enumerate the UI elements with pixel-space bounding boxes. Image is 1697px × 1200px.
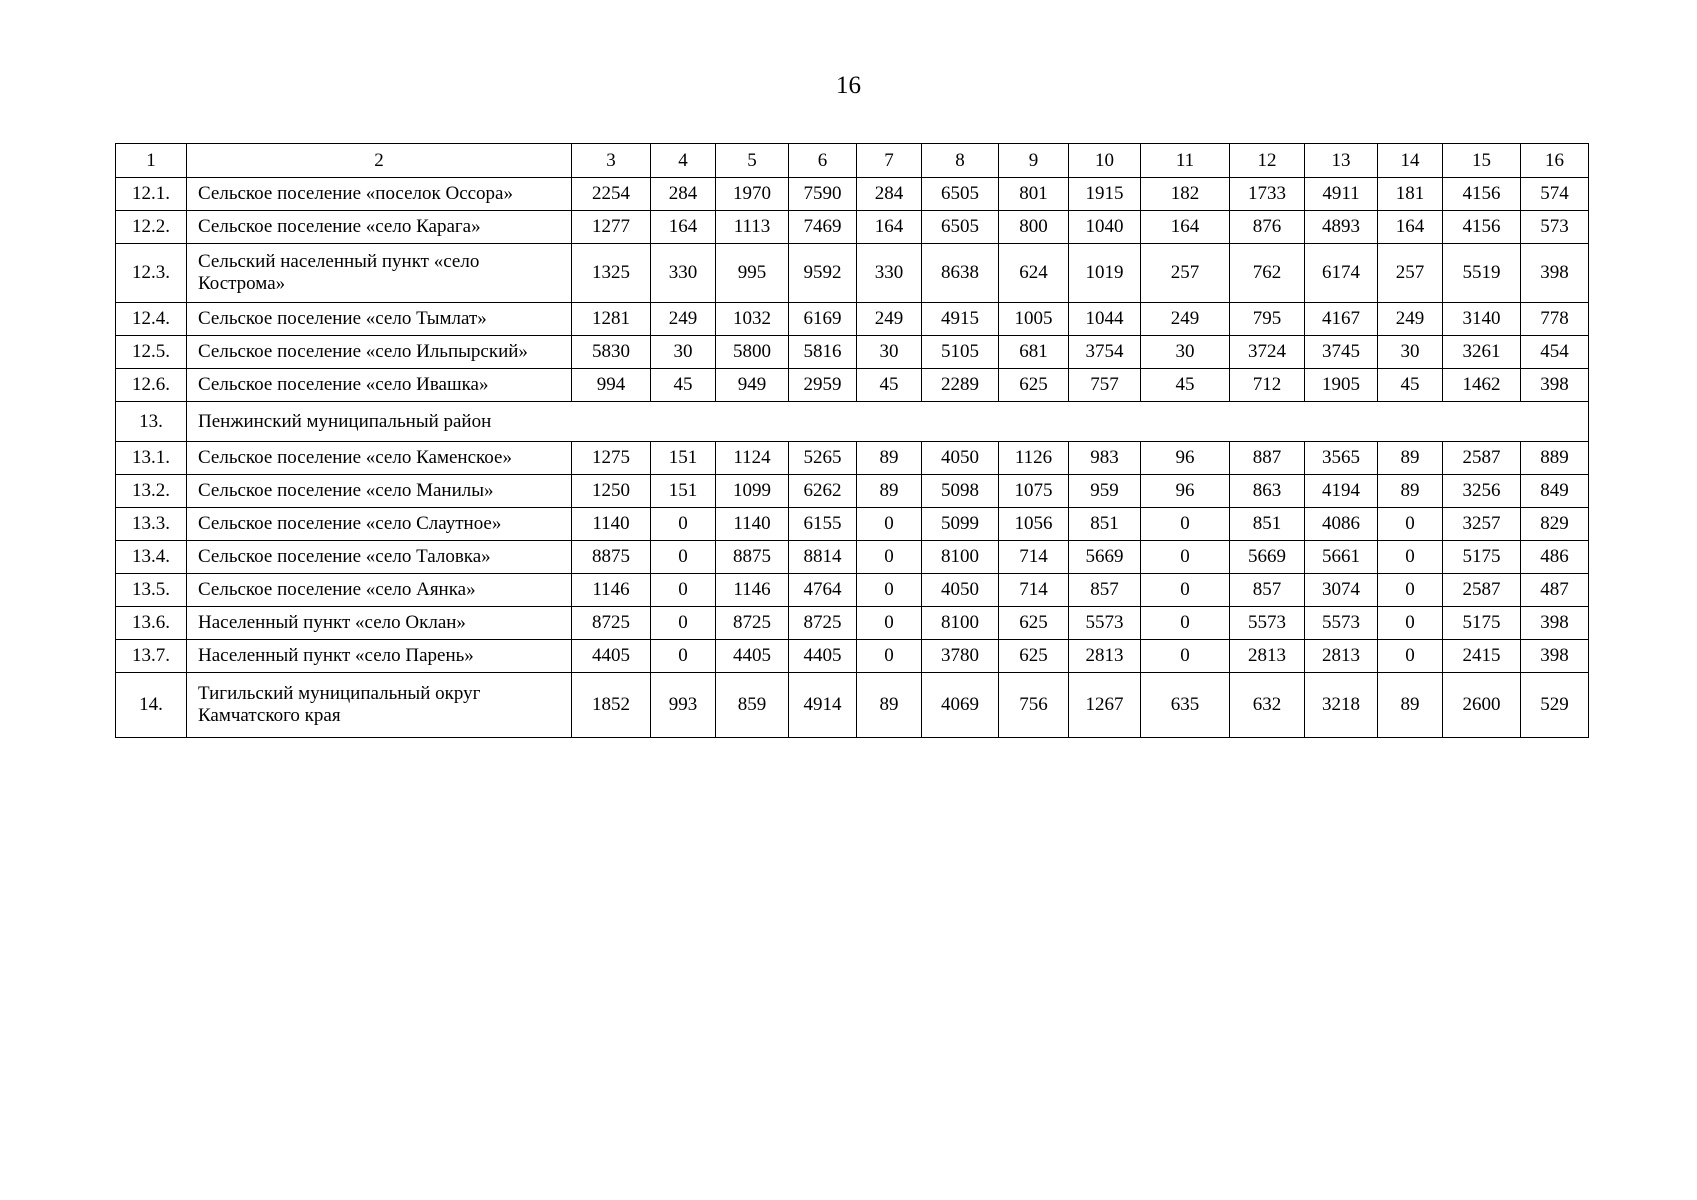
value-cell: 762	[1230, 244, 1305, 303]
value-cell: 2600	[1443, 673, 1521, 738]
row-number-cell: 13.2.	[116, 475, 187, 508]
column-number-cell: 15	[1443, 144, 1521, 178]
row-number-cell: 12.6.	[116, 369, 187, 402]
value-cell: 4893	[1305, 211, 1378, 244]
value-cell: 6174	[1305, 244, 1378, 303]
value-cell: 2289	[922, 369, 999, 402]
row-number-cell: 13.5.	[116, 574, 187, 607]
value-cell: 756	[999, 673, 1069, 738]
value-cell: 3074	[1305, 574, 1378, 607]
column-number-cell: 1	[116, 144, 187, 178]
table-row	[116, 303, 1589, 336]
value-cell: 8638	[922, 244, 999, 303]
value-cell: 4050	[922, 574, 999, 607]
table-row	[116, 178, 1589, 211]
value-cell: 3261	[1443, 336, 1521, 369]
value-cell: 849	[1521, 475, 1589, 508]
value-cell: 3745	[1305, 336, 1378, 369]
value-cell: 4914	[789, 673, 857, 738]
value-cell: 9592	[789, 244, 857, 303]
value-cell: 5830	[572, 336, 651, 369]
value-cell: 398	[1521, 369, 1589, 402]
value-cell: 1075	[999, 475, 1069, 508]
value-cell: 0	[651, 640, 716, 673]
value-cell: 5519	[1443, 244, 1521, 303]
value-cell: 2254	[572, 178, 651, 211]
value-cell: 164	[651, 211, 716, 244]
settlement-name-cell: Населенный пункт «село Парень»	[187, 640, 572, 673]
value-cell: 1126	[999, 442, 1069, 475]
table-row	[116, 336, 1589, 369]
value-cell: 887	[1230, 442, 1305, 475]
value-cell: 1462	[1443, 369, 1521, 402]
column-number-cell: 6	[789, 144, 857, 178]
value-cell: 398	[1521, 244, 1589, 303]
value-cell: 8875	[572, 541, 651, 574]
value-cell: 45	[857, 369, 922, 402]
value-cell: 1325	[572, 244, 651, 303]
value-cell: 4405	[716, 640, 789, 673]
value-cell: 859	[716, 673, 789, 738]
value-cell: 0	[857, 640, 922, 673]
value-cell: 4405	[789, 640, 857, 673]
table-row	[116, 369, 1589, 402]
page-number: 16	[836, 72, 861, 99]
value-cell: 712	[1230, 369, 1305, 402]
value-cell: 3780	[922, 640, 999, 673]
value-cell: 0	[857, 574, 922, 607]
value-cell: 0	[1378, 574, 1443, 607]
settlement-name-cell: Сельское поселение «село Карага»	[187, 211, 572, 244]
value-cell: 5661	[1305, 541, 1378, 574]
section-row	[116, 402, 1589, 442]
value-cell: 5265	[789, 442, 857, 475]
value-cell: 182	[1141, 178, 1230, 211]
column-number-cell: 16	[1521, 144, 1589, 178]
value-cell: 181	[1378, 178, 1443, 211]
value-cell: 7469	[789, 211, 857, 244]
settlement-name-cell: Сельский населенный пункт «село Кострома»	[187, 244, 572, 303]
value-cell: 5175	[1443, 607, 1521, 640]
column-number-cell: 14	[1378, 144, 1443, 178]
value-cell: 3257	[1443, 508, 1521, 541]
settlement-name-cell: Сельское поселение «село Слаутное»	[187, 508, 572, 541]
value-cell: 0	[857, 541, 922, 574]
value-cell: 6262	[789, 475, 857, 508]
value-cell: 983	[1069, 442, 1141, 475]
value-cell: 1852	[572, 673, 651, 738]
value-cell: 795	[1230, 303, 1305, 336]
settlement-name-cell: Сельское поселение «поселок Оссора»	[187, 178, 572, 211]
table-row	[116, 640, 1589, 673]
value-cell: 4915	[922, 303, 999, 336]
value-cell: 4156	[1443, 211, 1521, 244]
value-cell: 45	[1378, 369, 1443, 402]
settlement-name-cell: Сельское поселение «село Тымлат»	[187, 303, 572, 336]
row-number-cell: 12.2.	[116, 211, 187, 244]
value-cell: 8725	[716, 607, 789, 640]
value-cell: 0	[651, 607, 716, 640]
value-cell: 8814	[789, 541, 857, 574]
value-cell: 89	[857, 475, 922, 508]
value-cell: 0	[1378, 508, 1443, 541]
value-cell: 7590	[789, 178, 857, 211]
value-cell: 714	[999, 574, 1069, 607]
value-cell: 5175	[1443, 541, 1521, 574]
value-cell: 3754	[1069, 336, 1141, 369]
table-row	[116, 607, 1589, 640]
value-cell: 5816	[789, 336, 857, 369]
value-cell: 994	[572, 369, 651, 402]
value-cell: 5573	[1305, 607, 1378, 640]
value-cell: 3724	[1230, 336, 1305, 369]
value-cell: 5573	[1230, 607, 1305, 640]
row-number-cell: 12.1.	[116, 178, 187, 211]
value-cell: 6155	[789, 508, 857, 541]
value-cell: 0	[1141, 508, 1230, 541]
value-cell: 857	[1230, 574, 1305, 607]
value-cell: 0	[651, 541, 716, 574]
column-number-cell: 10	[1069, 144, 1141, 178]
row-number-cell: 13.7.	[116, 640, 187, 673]
value-cell: 5105	[922, 336, 999, 369]
column-number-cell: 4	[651, 144, 716, 178]
value-cell: 257	[1378, 244, 1443, 303]
value-cell: 6505	[922, 211, 999, 244]
value-cell: 3218	[1305, 673, 1378, 738]
row-number-cell: 13.3.	[116, 508, 187, 541]
value-cell: 30	[651, 336, 716, 369]
value-cell: 4764	[789, 574, 857, 607]
value-cell: 164	[1141, 211, 1230, 244]
value-cell: 1281	[572, 303, 651, 336]
table-row	[116, 211, 1589, 244]
value-cell: 2587	[1443, 442, 1521, 475]
row-number-cell: 12.5.	[116, 336, 187, 369]
data-table	[115, 143, 1589, 738]
row-number-cell: 13.1.	[116, 442, 187, 475]
value-cell: 4167	[1305, 303, 1378, 336]
value-cell: 635	[1141, 673, 1230, 738]
value-cell: 487	[1521, 574, 1589, 607]
value-cell: 45	[1141, 369, 1230, 402]
value-cell: 995	[716, 244, 789, 303]
value-cell: 529	[1521, 673, 1589, 738]
value-cell: 681	[999, 336, 1069, 369]
value-cell: 4069	[922, 673, 999, 738]
value-cell: 889	[1521, 442, 1589, 475]
value-cell: 1250	[572, 475, 651, 508]
value-cell: 284	[651, 178, 716, 211]
value-cell: 0	[1141, 607, 1230, 640]
value-cell: 96	[1141, 475, 1230, 508]
value-cell: 151	[651, 475, 716, 508]
value-cell: 1146	[716, 574, 789, 607]
value-cell: 5669	[1230, 541, 1305, 574]
value-cell: 164	[857, 211, 922, 244]
section-title-cell: Пенжинский муниципальный район	[187, 402, 1589, 442]
value-cell: 3140	[1443, 303, 1521, 336]
value-cell: 1124	[716, 442, 789, 475]
value-cell: 1277	[572, 211, 651, 244]
value-cell: 0	[1378, 607, 1443, 640]
value-cell: 863	[1230, 475, 1305, 508]
value-cell: 8725	[572, 607, 651, 640]
settlement-name-cell: Сельское поселение «село Таловка»	[187, 541, 572, 574]
value-cell: 89	[1378, 442, 1443, 475]
table-row	[116, 442, 1589, 475]
value-cell: 5573	[1069, 607, 1141, 640]
value-cell: 30	[1141, 336, 1230, 369]
value-cell: 876	[1230, 211, 1305, 244]
value-cell: 5669	[1069, 541, 1141, 574]
value-cell: 3256	[1443, 475, 1521, 508]
value-cell: 1146	[572, 574, 651, 607]
value-cell: 8725	[789, 607, 857, 640]
value-cell: 1970	[716, 178, 789, 211]
value-cell: 0	[1141, 640, 1230, 673]
settlement-name-cell: Сельское поселение «село Ивашка»	[187, 369, 572, 402]
value-cell: 2959	[789, 369, 857, 402]
value-cell: 1275	[572, 442, 651, 475]
value-cell: 1267	[1069, 673, 1141, 738]
value-cell: 1040	[1069, 211, 1141, 244]
value-cell: 6169	[789, 303, 857, 336]
value-cell: 625	[999, 607, 1069, 640]
value-cell: 1044	[1069, 303, 1141, 336]
value-cell: 851	[1230, 508, 1305, 541]
settlement-name-cell: Сельское поселение «село Ильпырский»	[187, 336, 572, 369]
column-number-cell: 5	[716, 144, 789, 178]
column-number-cell: 11	[1141, 144, 1230, 178]
value-cell: 800	[999, 211, 1069, 244]
value-cell: 4405	[572, 640, 651, 673]
value-cell: 0	[651, 508, 716, 541]
row-number-cell: 12.4.	[116, 303, 187, 336]
column-number-cell: 13	[1305, 144, 1378, 178]
settlement-name-cell: Тигильский муниципальный округ Камчатского края	[187, 673, 572, 738]
value-cell: 2813	[1305, 640, 1378, 673]
value-cell: 5800	[716, 336, 789, 369]
value-cell: 0	[1378, 541, 1443, 574]
settlement-name-cell: Сельское поселение «село Аянка»	[187, 574, 572, 607]
value-cell: 801	[999, 178, 1069, 211]
column-number-cell: 12	[1230, 144, 1305, 178]
value-cell: 249	[651, 303, 716, 336]
value-cell: 625	[999, 640, 1069, 673]
value-cell: 0	[1141, 574, 1230, 607]
value-cell: 6505	[922, 178, 999, 211]
value-cell: 0	[857, 508, 922, 541]
value-cell: 714	[999, 541, 1069, 574]
value-cell: 249	[1378, 303, 1443, 336]
value-cell: 1915	[1069, 178, 1141, 211]
value-cell: 624	[999, 244, 1069, 303]
settlement-name-cell: Сельское поселение «село Манилы»	[187, 475, 572, 508]
table-row	[116, 541, 1589, 574]
value-cell: 829	[1521, 508, 1589, 541]
row-number-cell: 13.	[116, 402, 187, 442]
settlement-name-cell: Сельское поселение «село Каменское»	[187, 442, 572, 475]
value-cell: 1113	[716, 211, 789, 244]
value-cell: 2587	[1443, 574, 1521, 607]
value-cell: 454	[1521, 336, 1589, 369]
value-cell: 2415	[1443, 640, 1521, 673]
value-cell: 1056	[999, 508, 1069, 541]
value-cell: 89	[857, 673, 922, 738]
table-row	[116, 673, 1589, 738]
value-cell: 1140	[572, 508, 651, 541]
value-cell: 8100	[922, 541, 999, 574]
value-cell: 0	[1378, 640, 1443, 673]
value-cell: 993	[651, 673, 716, 738]
value-cell: 398	[1521, 640, 1589, 673]
value-cell: 0	[651, 574, 716, 607]
value-cell: 851	[1069, 508, 1141, 541]
value-cell: 398	[1521, 607, 1589, 640]
value-cell: 857	[1069, 574, 1141, 607]
value-cell: 5098	[922, 475, 999, 508]
value-cell: 1733	[1230, 178, 1305, 211]
value-cell: 30	[1378, 336, 1443, 369]
table-row	[116, 475, 1589, 508]
value-cell: 486	[1521, 541, 1589, 574]
value-cell: 1032	[716, 303, 789, 336]
value-cell: 1140	[716, 508, 789, 541]
value-cell: 249	[1141, 303, 1230, 336]
value-cell: 632	[1230, 673, 1305, 738]
value-cell: 1099	[716, 475, 789, 508]
value-cell: 89	[1378, 673, 1443, 738]
value-cell: 151	[651, 442, 716, 475]
column-number-cell: 3	[572, 144, 651, 178]
row-number-cell: 13.4.	[116, 541, 187, 574]
row-number-cell: 13.6.	[116, 607, 187, 640]
value-cell: 1005	[999, 303, 1069, 336]
value-cell: 89	[1378, 475, 1443, 508]
value-cell: 2813	[1230, 640, 1305, 673]
column-number-cell: 2	[187, 144, 572, 178]
value-cell: 4050	[922, 442, 999, 475]
table-row	[116, 574, 1589, 607]
value-cell: 249	[857, 303, 922, 336]
value-cell: 757	[1069, 369, 1141, 402]
value-cell: 4156	[1443, 178, 1521, 211]
value-cell: 625	[999, 369, 1069, 402]
value-cell: 778	[1521, 303, 1589, 336]
value-cell: 30	[857, 336, 922, 369]
value-cell: 8100	[922, 607, 999, 640]
value-cell: 2813	[1069, 640, 1141, 673]
table-row	[116, 244, 1589, 303]
column-number-cell: 9	[999, 144, 1069, 178]
value-cell: 4194	[1305, 475, 1378, 508]
value-cell: 1905	[1305, 369, 1378, 402]
value-cell: 257	[1141, 244, 1230, 303]
column-number-cell: 7	[857, 144, 922, 178]
value-cell: 0	[857, 607, 922, 640]
value-cell: 89	[857, 442, 922, 475]
value-cell: 574	[1521, 178, 1589, 211]
value-cell: 164	[1378, 211, 1443, 244]
value-cell: 573	[1521, 211, 1589, 244]
value-cell: 330	[857, 244, 922, 303]
value-cell: 4911	[1305, 178, 1378, 211]
table-header-row	[116, 144, 1589, 178]
value-cell: 96	[1141, 442, 1230, 475]
value-cell: 0	[1141, 541, 1230, 574]
value-cell: 45	[651, 369, 716, 402]
value-cell: 959	[1069, 475, 1141, 508]
value-cell: 1019	[1069, 244, 1141, 303]
value-cell: 4086	[1305, 508, 1378, 541]
settlement-name-cell: Населенный пункт «село Оклан»	[187, 607, 572, 640]
table-row	[116, 508, 1589, 541]
value-cell: 330	[651, 244, 716, 303]
value-cell: 8875	[716, 541, 789, 574]
value-cell: 284	[857, 178, 922, 211]
value-cell: 3565	[1305, 442, 1378, 475]
row-number-cell: 12.3.	[116, 244, 187, 303]
value-cell: 5099	[922, 508, 999, 541]
column-number-cell: 8	[922, 144, 999, 178]
value-cell: 949	[716, 369, 789, 402]
row-number-cell: 14.	[116, 673, 187, 738]
